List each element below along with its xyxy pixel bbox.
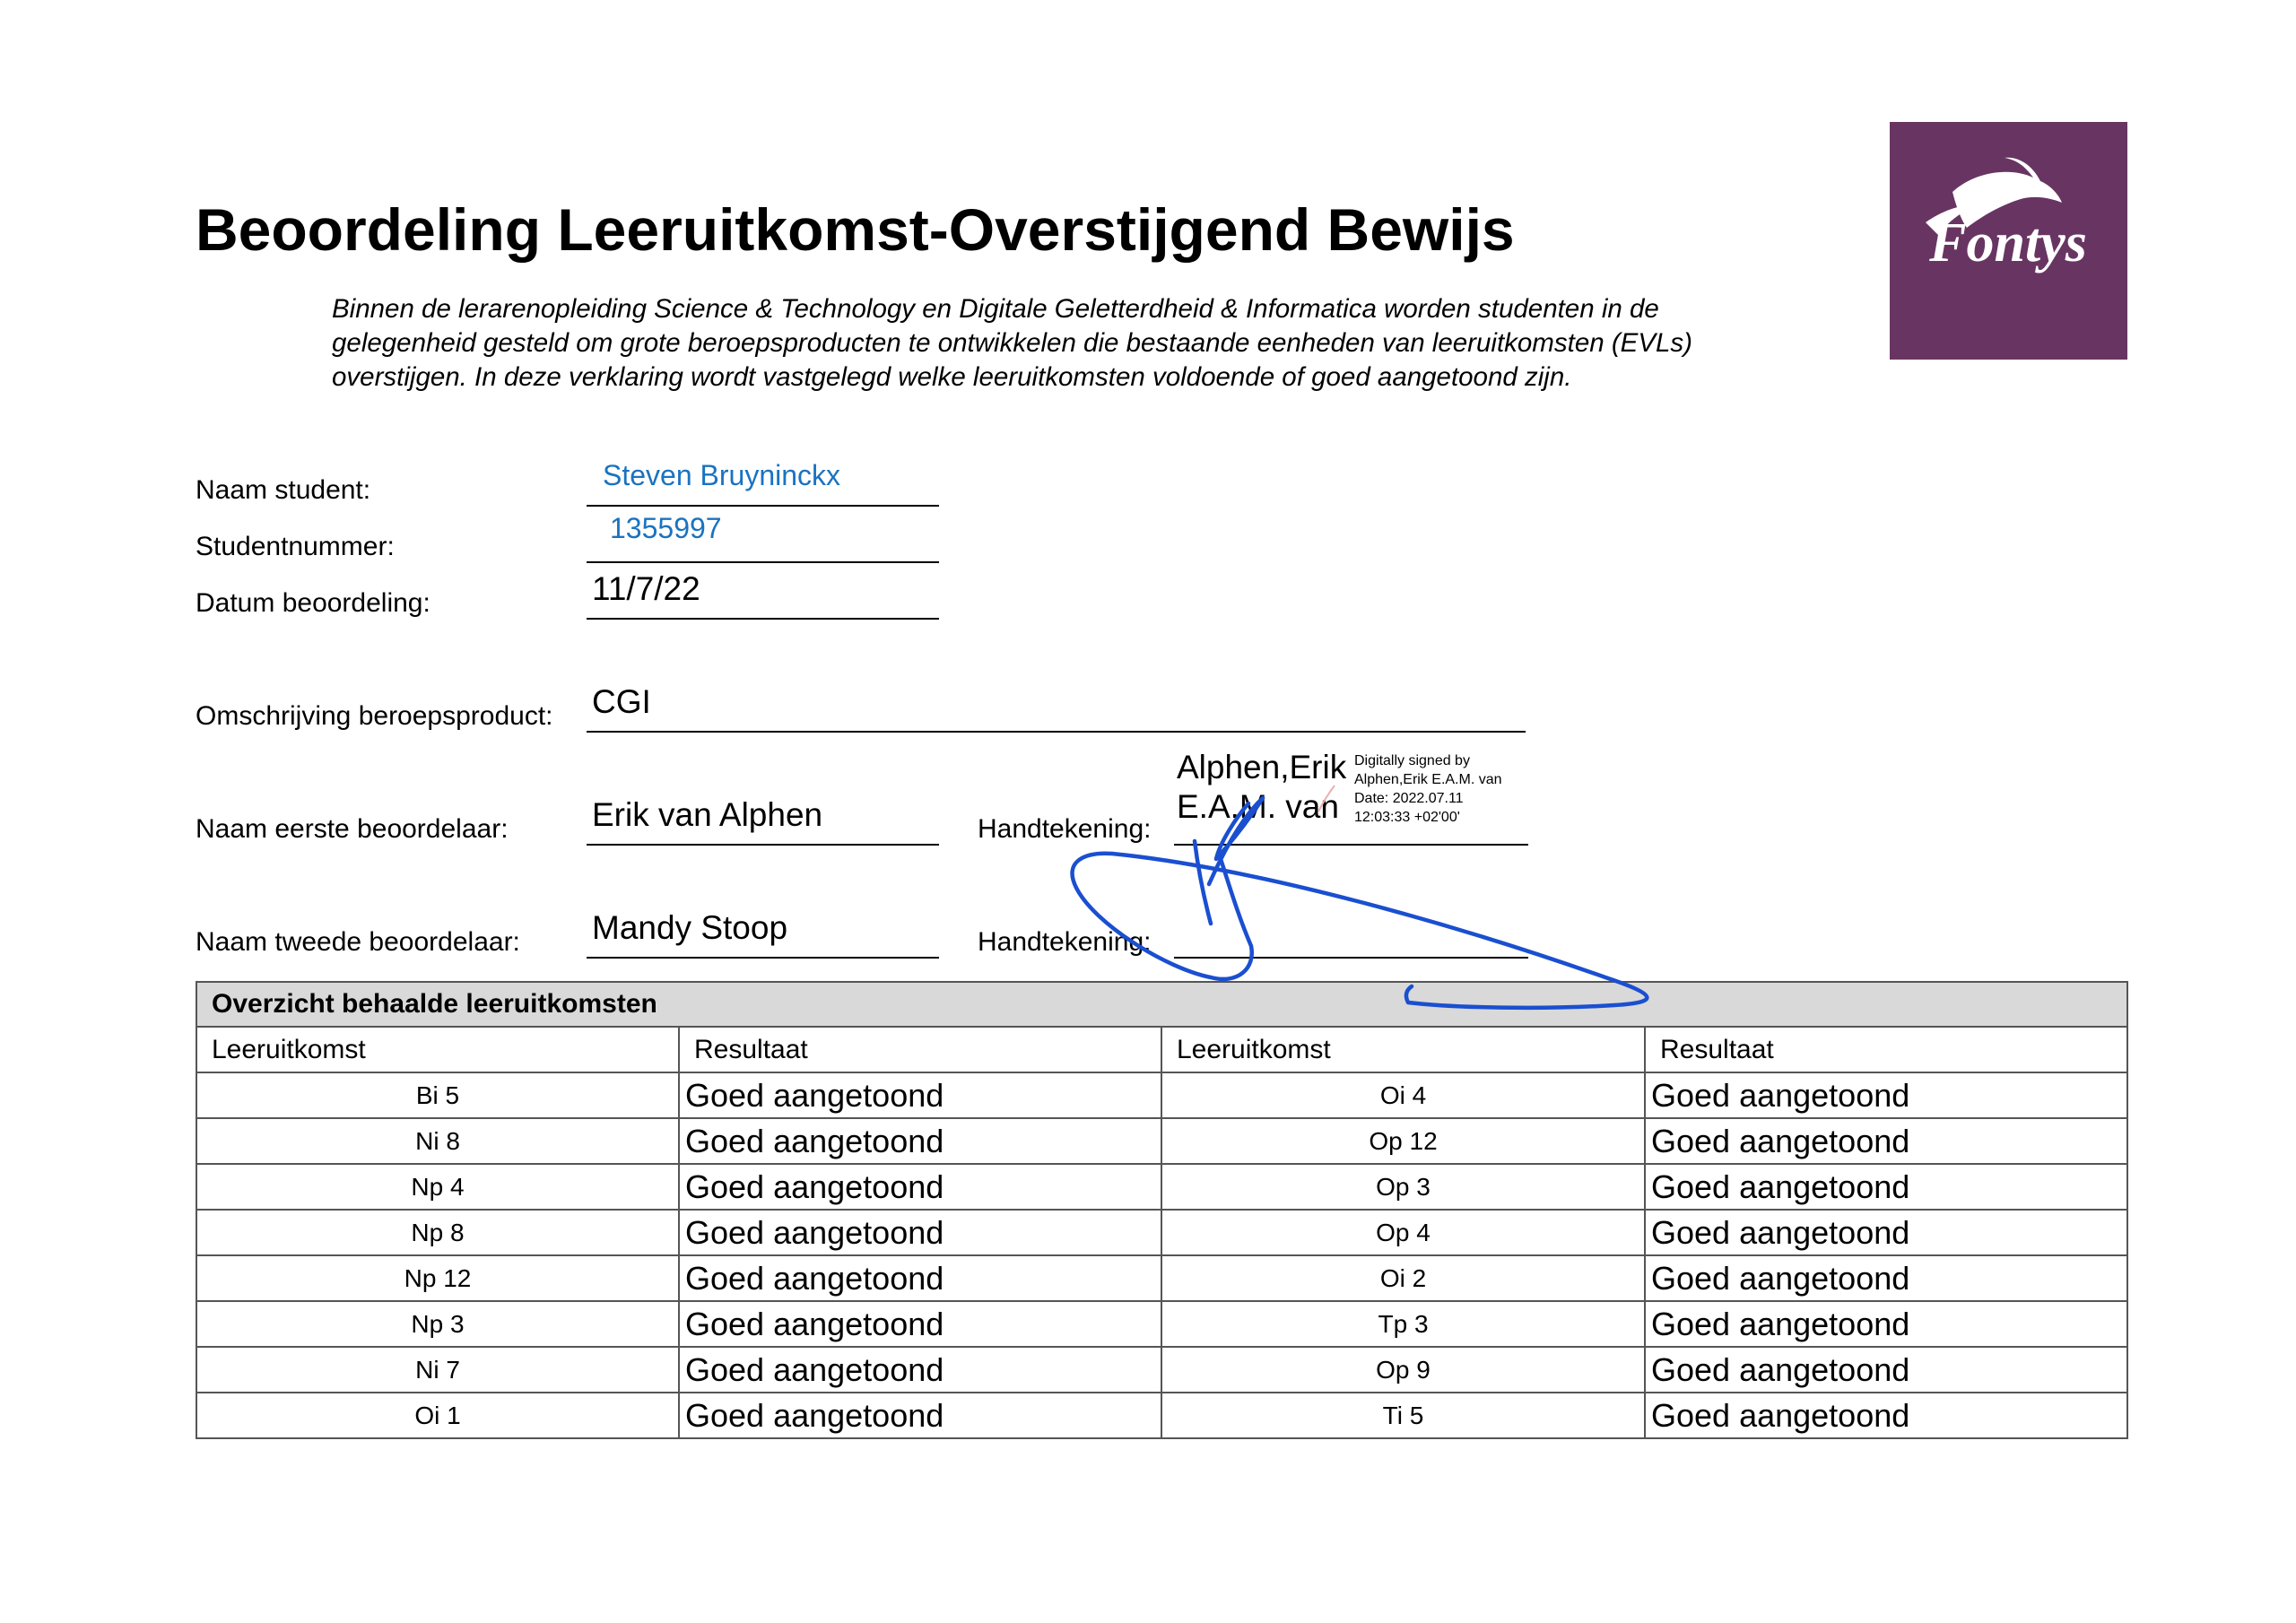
first-assessor-line: [587, 844, 939, 846]
learning-outcome-cell: Bi 5: [196, 1072, 679, 1118]
learning-outcome-cell: Np 4: [196, 1164, 679, 1210]
table-title: Overzicht behaalde leeruitkomsten: [196, 982, 2127, 1027]
column-header: Resultaat: [679, 1027, 1161, 1072]
student-number-line: [587, 561, 939, 563]
learning-outcome-cell: Oi 1: [196, 1393, 679, 1438]
learning-outcome-cell: Op 3: [1161, 1164, 1645, 1210]
fontys-logo: [1890, 122, 2127, 360]
result-cell[interactable]: Goed aangetoond: [1645, 1301, 2127, 1347]
dsig-info-line: Date: 2022.07.11: [1354, 791, 1464, 806]
digital-signature[interactable]: [1177, 748, 1346, 827]
table-row: [196, 1347, 2127, 1393]
result-cell[interactable]: Goed aangetoond: [1645, 1118, 2127, 1164]
learning-outcome-cell: Np 3: [196, 1301, 679, 1347]
result-cell[interactable]: Goed aangetoond: [679, 1255, 1161, 1301]
intro-line: gelegenheid gesteld om grote beroepsproducten te ontwikkelen die bestaande eenheden van leeruitkomsten (EVLs): [332, 328, 1692, 358]
dsig-info-line: Alphen,Erik E.A.M. van: [1354, 772, 1502, 787]
date-label: Datum beoordeling:: [196, 588, 430, 618]
table-row: [196, 1118, 2127, 1164]
first-assessor-label: Naam eerste beoordelaar:: [196, 814, 509, 844]
learning-outcome-cell: Oi 4: [1161, 1072, 1645, 1118]
column-header: Resultaat: [1645, 1027, 2127, 1072]
learning-outcome-cell: Np 8: [196, 1210, 679, 1255]
learning-outcome-cell: Oi 2: [1161, 1255, 1645, 1301]
learning-outcome-cell: Op 4: [1161, 1210, 1645, 1255]
signature-label-2: Handtekening:: [978, 927, 1152, 957]
second-assessor-label: Naam tweede beoordelaar:: [196, 927, 520, 957]
intro-line: Binnen de lerarenopleiding Science & Technology en Digitale Geletterdheid & Informatica worden studenten in de: [332, 294, 1659, 324]
result-cell[interactable]: Goed aangetoond: [1645, 1210, 2127, 1255]
column-header: Leeruitkomst: [1161, 1027, 1645, 1072]
result-cell[interactable]: Goed aangetoond: [1645, 1072, 2127, 1118]
signature-line-1: [1174, 844, 1528, 846]
date-field[interactable]: 11/7/22: [592, 570, 700, 607]
signature-line-2: [1174, 957, 1528, 959]
student-number-label: Studentnummer:: [196, 532, 395, 561]
result-cell[interactable]: Goed aangetoond: [1645, 1255, 2127, 1301]
page-title: Beoordeling Leeruitkomst-Overstijgend Bewijs: [196, 196, 1515, 263]
table-row: [196, 1255, 2127, 1301]
intro-text: [332, 292, 1803, 395]
learning-outcome-cell: Np 12: [196, 1255, 679, 1301]
table-row: [196, 1164, 2127, 1210]
table-row: [196, 1393, 2127, 1438]
signature-label-1: Handtekening:: [978, 814, 1152, 844]
learning-outcome-cell: Op 9: [1161, 1347, 1645, 1393]
dsig-info-line: Digitally signed by: [1354, 753, 1470, 768]
learning-outcome-cell: Ti 5: [1161, 1393, 1645, 1438]
table-row: [196, 1210, 2127, 1255]
product-line: [587, 731, 1526, 733]
result-cell[interactable]: Goed aangetoond: [679, 1393, 1161, 1438]
product-field[interactable]: CGI: [592, 683, 651, 720]
dsig-name-line2: E.A.M. van: [1177, 788, 1339, 825]
learning-outcome-cell: Ni 7: [196, 1347, 679, 1393]
student-label: Naam student:: [196, 475, 371, 505]
result-cell[interactable]: Goed aangetoond: [679, 1118, 1161, 1164]
second-assessor-line: [587, 957, 939, 959]
result-cell[interactable]: Goed aangetoond: [679, 1164, 1161, 1210]
result-cell[interactable]: Goed aangetoond: [679, 1210, 1161, 1255]
result-cell[interactable]: Goed aangetoond: [1645, 1164, 2127, 1210]
result-cell[interactable]: Goed aangetoond: [679, 1072, 1161, 1118]
intro-line: overstijgen. In deze verklaring wordt vastgelegd welke leeruitkomsten voldoende of goed aangetoond zijn.: [332, 362, 1572, 392]
first-assessor-field[interactable]: Erik van Alphen: [592, 796, 823, 833]
result-cell[interactable]: Goed aangetoond: [1645, 1347, 2127, 1393]
result-cell[interactable]: Goed aangetoond: [1645, 1393, 2127, 1438]
column-header: Leeruitkomst: [196, 1027, 679, 1072]
date-line: [587, 618, 939, 620]
dsig-name-line1: Alphen,Erik: [1177, 749, 1347, 785]
learning-outcome-cell: Ni 8: [196, 1118, 679, 1164]
learning-outcome-cell: Tp 3: [1161, 1301, 1645, 1347]
table-row: [196, 1301, 2127, 1347]
learning-outcome-cell: Op 12: [1161, 1118, 1645, 1164]
product-label: Omschrijving beroepsproduct:: [196, 701, 553, 731]
student-name-field[interactable]: Steven Bruyninckx: [603, 459, 841, 491]
result-cell[interactable]: Goed aangetoond: [679, 1301, 1161, 1347]
digital-signature-info: [1354, 751, 1502, 827]
second-assessor-field[interactable]: Mandy Stoop: [592, 909, 788, 946]
dsig-info-line: 12:03:33 +02'00': [1354, 810, 1460, 825]
result-cell[interactable]: Goed aangetoond: [679, 1347, 1161, 1393]
table-row: [196, 1072, 2127, 1118]
logo-text: Fontys: [1929, 213, 2087, 273]
learning-outcomes-table: [196, 981, 2128, 1439]
student-number-field[interactable]: 1355997: [610, 512, 722, 544]
student-name-line: [587, 505, 939, 507]
table-header-row: [196, 982, 2127, 1027]
table-column-row: [196, 1027, 2127, 1072]
